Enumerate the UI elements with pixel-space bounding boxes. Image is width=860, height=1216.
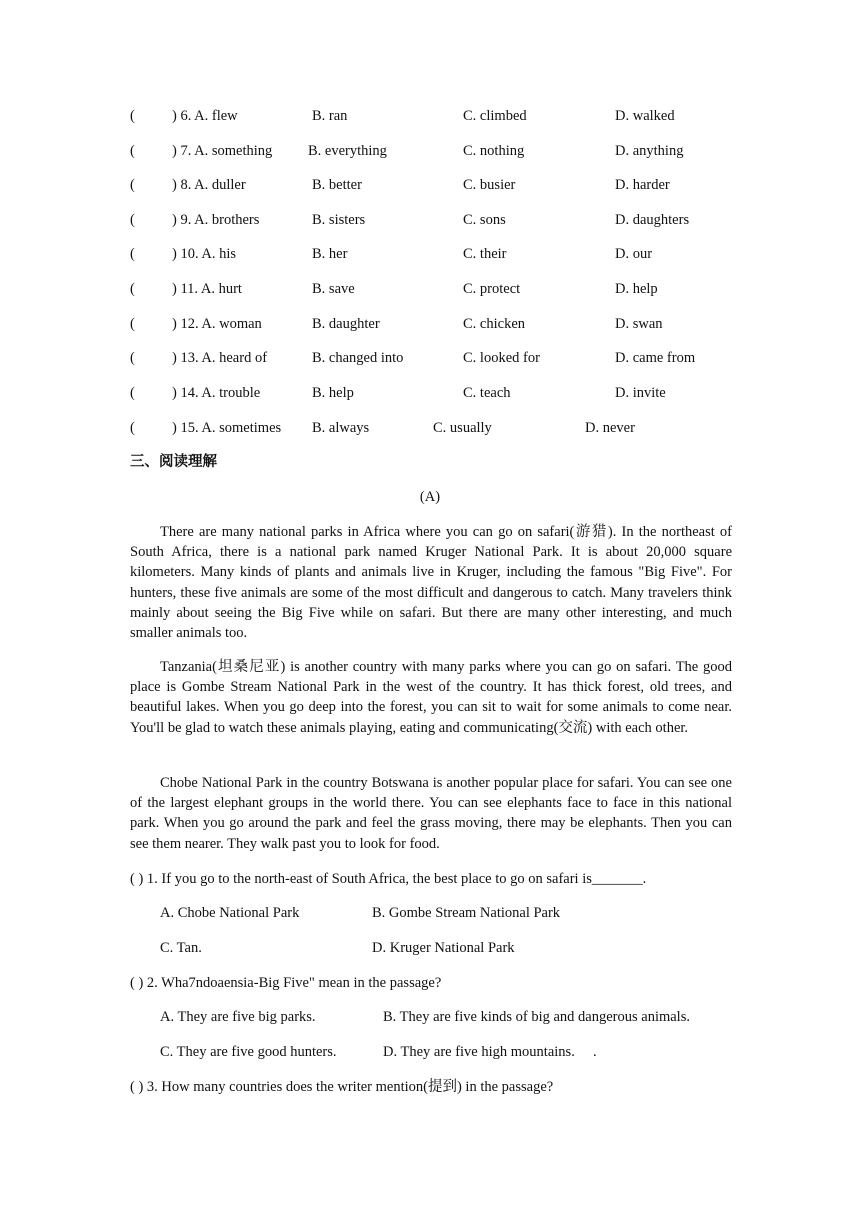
cloze-stem: ) 9. A. brothers xyxy=(172,212,260,228)
answer-paren: ( xyxy=(130,177,135,193)
answer-paren: ( xyxy=(130,212,135,228)
cloze-row-15 xyxy=(130,418,770,438)
option-d: D. walked xyxy=(615,108,675,124)
option-b: B. daughter xyxy=(312,316,380,332)
answer-paren: ( xyxy=(130,108,135,124)
answer-paren: ( xyxy=(130,281,135,297)
option-b: B. always xyxy=(312,420,370,436)
passage-paragraph-1: There are many national parks in Africa where you can go on safari(游猎). In the northeast of South Africa, there is a national park named Kruger National Park. It is about 20,000 square kilometers. Many kinds of plants and animals live in Kruger, including the famous "Big Five". For hunters, these five animals are some of the most difficult and dangerous to catch. Many travelers think mainly about seeing the Big Five while on safari. But there are many other interesting, and much smaller animals too. xyxy=(130,524,732,642)
option-d: D. came from xyxy=(615,350,696,366)
cloze-stem: ) 15. A. sometimes xyxy=(172,420,282,436)
cloze-stem: ) 11. A. hurt xyxy=(172,281,242,297)
cloze-row-7 xyxy=(130,141,770,161)
option-c: C. climbed xyxy=(463,108,527,124)
passage-title: (A) xyxy=(419,489,441,505)
section-title: 三、阅读理解 xyxy=(130,454,217,470)
option-c: C. usually xyxy=(433,420,492,436)
question-1-option-d: D. Kruger National Park xyxy=(372,940,515,956)
option-d: D. daughters xyxy=(615,212,690,228)
option-c: C. nothing xyxy=(463,143,525,159)
answer-paren: ( xyxy=(130,420,135,436)
question-2-stem: ( ) 2. Wha7ndoaensia-Big Five" mean in the passage? xyxy=(130,975,442,991)
option-c: C. teach xyxy=(463,385,511,401)
option-d: D. never xyxy=(585,420,635,436)
question-2-option-d: D. They are five high mountains. . xyxy=(383,1044,597,1060)
question-3-stem: ( ) 3. How many countries does the writer mention(提到) in the passage? xyxy=(130,1079,554,1095)
option-d: D. harder xyxy=(615,177,670,193)
answer-paren: ( xyxy=(130,385,135,401)
cloze-row-9 xyxy=(130,210,770,230)
cloze-row-14 xyxy=(130,383,770,403)
question-2-option-a: A. They are five big parks. xyxy=(160,1009,316,1025)
option-d: D. swan xyxy=(615,316,663,332)
cloze-stem: ) 6. A. flew xyxy=(172,108,238,124)
option-b: B. save xyxy=(312,281,355,297)
question-1-option-b: B. Gombe Stream National Park xyxy=(372,905,561,921)
option-d: D. anything xyxy=(615,143,684,159)
option-b: B. changed into xyxy=(312,350,404,366)
option-c: C. sons xyxy=(463,212,506,228)
cloze-row-11 xyxy=(130,279,770,299)
cloze-stem: ) 13. A. heard of xyxy=(172,350,268,366)
cloze-row-12 xyxy=(130,314,770,334)
cloze-stem: ) 8. A. duller xyxy=(172,177,246,193)
option-c: C. protect xyxy=(463,281,521,297)
answer-paren: ( xyxy=(130,143,135,159)
cloze-row-10 xyxy=(130,244,770,264)
cloze-row-13 xyxy=(130,348,770,368)
option-b: B. her xyxy=(312,246,348,262)
cloze-stem: ) 12. A. woman xyxy=(172,316,262,332)
cloze-row-6 xyxy=(130,106,770,126)
answer-paren: ( xyxy=(130,246,135,262)
question-1-option-c: C. Tan. xyxy=(160,940,202,956)
cloze-stem: ) 10. A. his xyxy=(172,246,237,262)
option-b: B. ran xyxy=(312,108,348,124)
option-d: D. invite xyxy=(615,385,666,401)
cloze-row-8 xyxy=(130,175,770,195)
cloze-stem: ) 7. A. something xyxy=(172,143,273,159)
option-b: B. better xyxy=(312,177,362,193)
option-c: C. busier xyxy=(463,177,516,193)
answer-paren: ( xyxy=(130,316,135,332)
question-1-option-a: A. Chobe National Park xyxy=(160,905,300,921)
option-b: B. sisters xyxy=(312,212,366,228)
option-b: B. everything xyxy=(308,143,387,159)
option-c: C. their xyxy=(463,246,507,262)
option-d: D. help xyxy=(615,281,658,297)
answer-paren: ( xyxy=(130,350,135,366)
question-2-option-b: B. They are five kinds of big and dangerous animals. xyxy=(383,1009,690,1025)
option-c: C. looked for xyxy=(463,350,540,366)
option-b: B. help xyxy=(312,385,354,401)
option-d: D. our xyxy=(615,246,653,262)
question-2-option-c: C. They are five good hunters. xyxy=(160,1044,337,1060)
cloze-stem: ) 14. A. trouble xyxy=(172,385,261,401)
option-c: C. chicken xyxy=(463,316,526,332)
passage-paragraph-3: Chobe National Park in the country Botswana is another popular place for safari. You can see one of the largest elephant groups in the world there. You can see elephants face to face in this national park. When you go around the park and feel the grass moving, there may be elephants. Then you can see them nearer. They walk past you to look for food. xyxy=(130,775,732,852)
question-1-stem: ( ) 1. If you go to the north-east of South Africa, the best place to go on safari is_______. xyxy=(130,871,647,887)
passage-paragraph-2: Tanzania(坦桑尼亚) is another country with many parks where you can go on safari. The good place is Gombe Stream National Park in the west of the country. It has thick forest, old trees, and beautiful lakes. When you go deep into the forest, you can sit to wait for some animals to come near. You'll be glad to watch these animals playing, eating and communicating(交流) with each other. xyxy=(130,659,732,736)
